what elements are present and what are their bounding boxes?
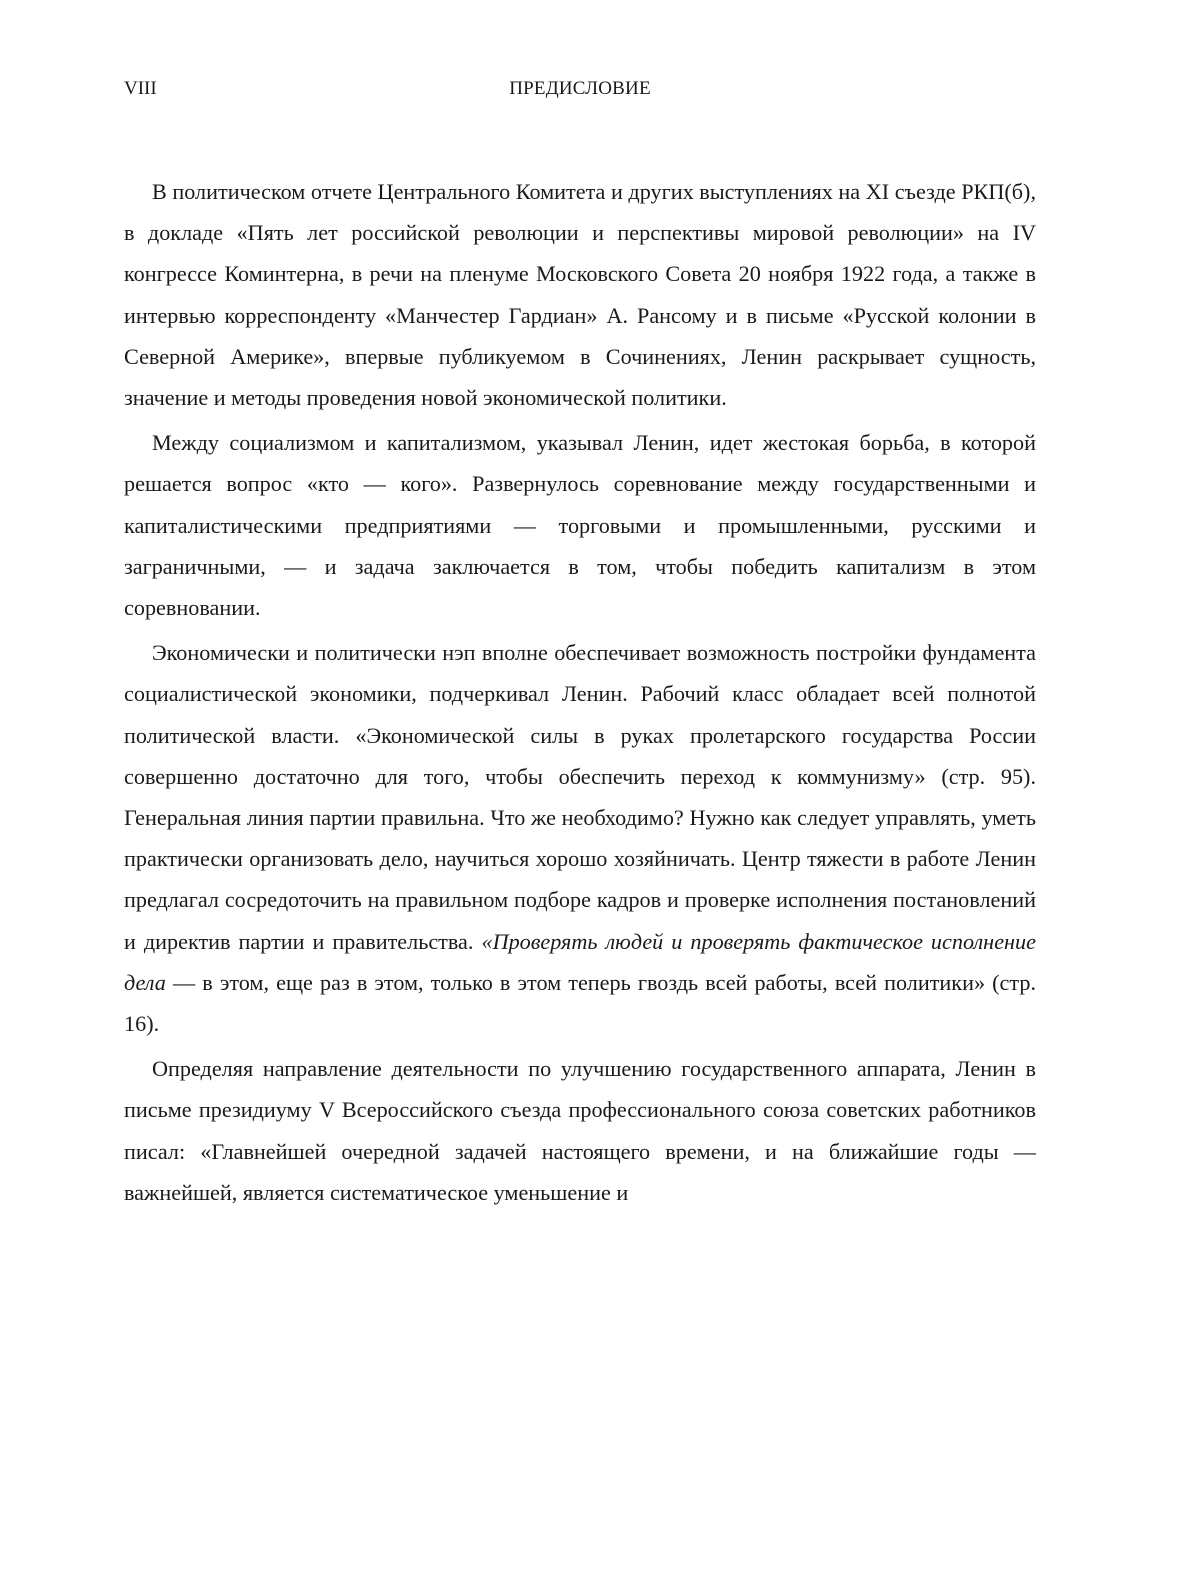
paragraph-1: В политическом отчете Центрального Комитета и других выступлениях на XI съезде РКП(б), в докладе «Пять лет российской революции и перспективы мировой революции» на IV конгрессе Коминтерна, в речи на пленуме Московского Совета 20 ноября 1922 года, а также в интервью корреспонденту «Манчестер Гардиан» А. Рансому и в письме «Русской колонии в Северной Америке», впервые публикуемом в Сочинениях, Ленин раскрывает сущность, значение и методы проведения новой экономической политики. — [124, 179, 1036, 411]
paragraph-3-text-before: Экономически и политически нэп вполне обеспечивает возможность постройки фундамента социалистической экономики, подчеркивал Ленин. Рабочий класс обладает всей полнотой политической власти. «Экономической силы в руках пролетарского государства России совершенно достаточно для того, чтобы обеспечить переход к коммунизму» (стр. 95). Генеральная линия партии правильна. Что же необходимо? Нужно как следует управлять, уметь практически организовать дело, научиться хорошо хозяйничать. Центр тяжести в работе Ленин предлагал сосредоточить на правильном подборе кадров и проверке исполнения постановлений и директив партии и правительства. — [124, 640, 1036, 954]
paragraph-3 — [124, 632, 1036, 1044]
paragraph-3-italic-quote: «Проверять людей и проверять фактическое исполнение дела — [124, 928, 1036, 995]
paragraph-4: Определяя направление деятельности по улучшению государственного аппарата, Ленин в письме президиуму V Всероссийского съезда профессионального союза советских работников писал: «Главнейшей очередной задачей настоящего времени, и на ближайшие годы — важнейшей, является систематическое уменьшение и — [124, 1056, 1036, 1205]
paragraph-3-text-after: — в этом, еще раз в этом, только в этом теперь гвоздь всей работы, всей политики» (стр. 16). — [124, 969, 1036, 1037]
running-head — [124, 76, 1036, 102]
paragraph-2: Между социализмом и капитализмом, указывал Ленин, идет жестокая борьба, в которой решается вопрос «кто — кого». Развернулось соревнование между государственными и капиталистическими предприятиями — торговыми и промышленными, русскими и заграничными, — и задача заключается в том, чтобы победить капитализм в этом соревновании. — [124, 430, 1036, 621]
body-text — [124, 171, 1036, 1213]
running-title: ПРЕДИСЛОВИЕ — [509, 78, 651, 99]
page-number: VIII — [124, 78, 157, 99]
